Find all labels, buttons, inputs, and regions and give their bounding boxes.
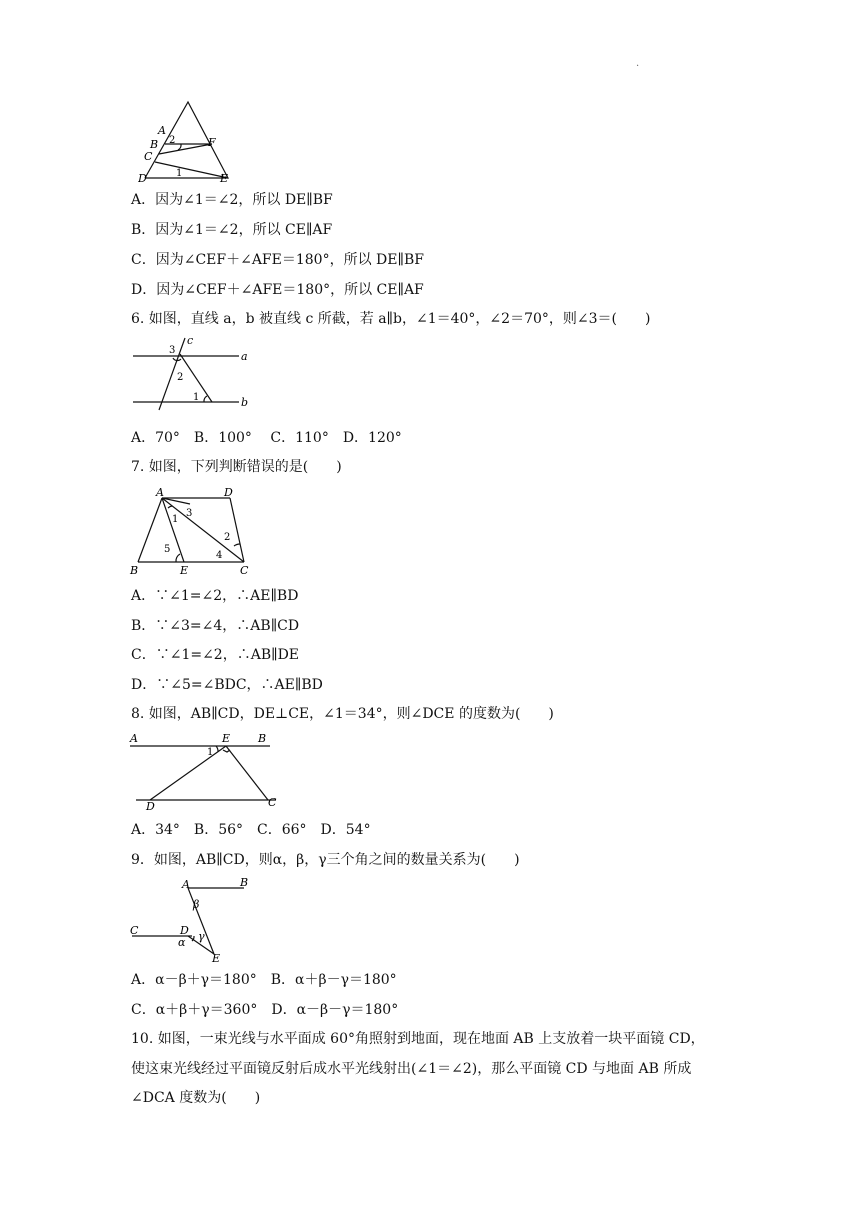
q7-angle-3: 3 bbox=[186, 508, 193, 519]
q8-label-a: A bbox=[130, 732, 138, 745]
q9-angle-beta: β bbox=[193, 898, 200, 911]
q9-label-d: D bbox=[180, 924, 189, 937]
q9-figure bbox=[128, 876, 258, 966]
q6-label-a: a bbox=[241, 350, 248, 363]
q7-angle-1: 1 bbox=[172, 514, 179, 525]
q5-label-f: F bbox=[208, 136, 216, 149]
q5-figure bbox=[138, 98, 238, 184]
q8-stem: 8. 如图，AB∥CD，DE⊥CE，∠1＝34°，则∠DCE 的度数为( ) bbox=[131, 706, 554, 722]
q6-label-c: c bbox=[187, 334, 194, 347]
q7-option-a: A．∵∠1=∠2，∴AE∥BD bbox=[131, 588, 299, 604]
q9-angle-gamma: γ bbox=[198, 930, 205, 943]
q5-label-c: C bbox=[144, 150, 153, 163]
q6-angle-3: 3 bbox=[169, 345, 176, 356]
q9-options-row-2: C．α＋β＋γ＝360° D．α－β－γ＝180° bbox=[131, 1002, 399, 1018]
q7-option-d: D．∵∠5=∠BDC，∴AE∥BD bbox=[131, 677, 323, 693]
q7-figure bbox=[128, 486, 258, 578]
q10-line-1: 10. 如图，一束光线与水平面成 60°角照射到地面，现在地面 AB 上支放着一块平面镜 CD， bbox=[131, 1031, 705, 1047]
q8-label-b: B bbox=[258, 732, 267, 745]
q7-option-b: B．∵∠3=∠4，∴AB∥CD bbox=[131, 618, 300, 634]
q5-option-a: A．因为∠1＝∠2，所以 DE∥BF bbox=[131, 192, 333, 208]
q9-label-b: B bbox=[240, 876, 249, 889]
page-marker: . bbox=[636, 58, 640, 69]
q8-label-d: D bbox=[146, 800, 155, 812]
q8-label-e: E bbox=[222, 732, 231, 745]
q5-label-e: E bbox=[220, 172, 229, 184]
q7-angle-4: 4 bbox=[216, 550, 223, 561]
q5-angle-2: 2 bbox=[169, 135, 176, 146]
q9-label-e: E bbox=[212, 952, 221, 965]
q5-option-d: D．因为∠CEF＋∠AFE＝180°，所以 CE∥AF bbox=[131, 282, 424, 298]
q5-label-d: D bbox=[138, 172, 147, 184]
q6-options: A．70° B．100° C．110° D．120° bbox=[131, 430, 402, 446]
q9-options-row-1: A．α－β＋γ＝180° B．α＋β－γ＝180° bbox=[131, 972, 397, 988]
q9-angle-alpha: α bbox=[178, 936, 186, 949]
q5-option-c: C．因为∠CEF＋∠AFE＝180°，所以 DE∥BF bbox=[131, 252, 424, 268]
q7-stem: 7. 如图，下列判断错误的是( ) bbox=[131, 459, 342, 475]
q8-figure bbox=[128, 730, 282, 812]
q6-figure bbox=[131, 334, 255, 414]
q5-label-a: A bbox=[158, 124, 166, 137]
q7-label-c: C bbox=[240, 564, 249, 577]
q6-stem: 6. 如图，直线 a，b 被直线 c 所截，若 a∥b，∠1＝40°，∠2＝70°，则∠3＝( ) bbox=[131, 311, 651, 327]
q7-label-b: B bbox=[130, 564, 139, 577]
q8-options: A．34° B．56° C．66° D．54° bbox=[131, 822, 371, 838]
q8-label-c: C bbox=[268, 796, 277, 809]
q7-label-e: E bbox=[180, 564, 189, 577]
q5-option-b: B．因为∠1＝∠2，所以 CE∥AF bbox=[131, 222, 333, 238]
q6-angle-2: 2 bbox=[177, 372, 184, 383]
q9-stem: 9．如图，AB∥CD，则α，β，γ三个角之间的数量关系为( ) bbox=[131, 852, 520, 868]
q9-label-a: A bbox=[182, 878, 190, 891]
q7-label-d: D bbox=[224, 486, 233, 499]
q10-line-3: ∠DCA 度数为( ) bbox=[131, 1090, 261, 1106]
q6-label-b: b bbox=[241, 396, 249, 409]
q7-label-a: A bbox=[156, 486, 164, 499]
q7-angle-5: 5 bbox=[164, 544, 171, 555]
q5-angle-1: 1 bbox=[176, 168, 183, 179]
q10-line-2: 使这束光线经过平面镜反射后成水平光线射出(∠1＝∠2)，那么平面镜 CD 与地面 AB 所成 bbox=[131, 1061, 692, 1077]
q6-angle-1: 1 bbox=[193, 392, 200, 403]
q8-angle-1: 1 bbox=[207, 747, 214, 758]
q7-option-c: C．∵∠1=∠2，∴AB∥DE bbox=[131, 647, 300, 663]
q9-label-c: C bbox=[130, 924, 139, 937]
q7-angle-2: 2 bbox=[224, 532, 231, 543]
q5-label-b: B bbox=[150, 138, 159, 151]
